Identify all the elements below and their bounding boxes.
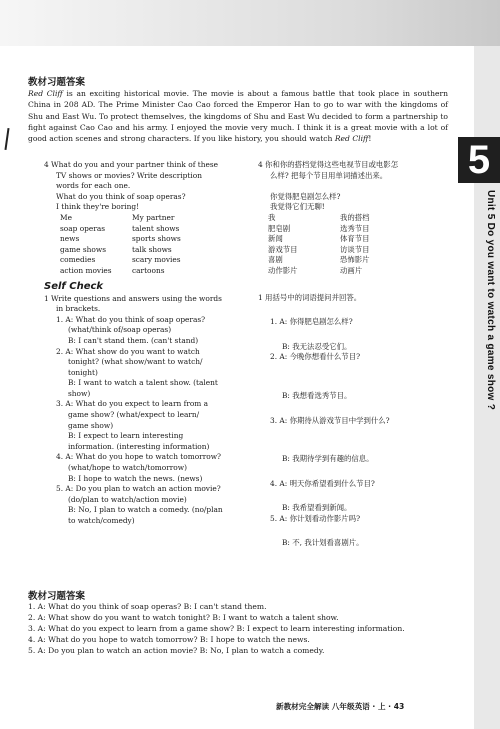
- margin-mark: [4, 128, 9, 150]
- item-line: (what/hope to watch/tomorrow): [68, 463, 187, 473]
- answer-cn: B: 不, 我计划看喜剧片。: [282, 538, 364, 548]
- q4-line-cn: 4 你和你的搭档觉得这些电视节目或电影怎: [258, 160, 399, 169]
- answer-line: 4. A: What do you hope to watch tomorrow? B: I hope to watch the news.: [28, 634, 310, 644]
- item-line: 1. A: What do you think of soap operas?: [56, 314, 206, 324]
- answer-cn: B: 我想看选秀节目。: [282, 390, 352, 400]
- answer-cn: 3. A: 你期待从游戏节目中学到什么?: [270, 415, 390, 425]
- answer-line: 5. A: Do you plan to watch an action movie? B: No, I plan to watch a comedy.: [28, 645, 325, 655]
- table-cell: talk shows: [132, 244, 172, 254]
- intro-paragraph: [28, 88, 448, 144]
- q4-example: I think they're boring!: [56, 202, 140, 212]
- movie-title-italic: Red Cliff: [28, 89, 63, 98]
- section-title-2: 教材习题答案: [28, 591, 86, 602]
- answer-cn: 2. A: 今晚你想看什么节目?: [270, 352, 361, 362]
- para-end: !: [368, 134, 372, 144]
- movie-title-italic-2: Red Cliff: [334, 134, 369, 144]
- table-cell: cartoons: [132, 265, 165, 275]
- item-line: information. (interesting information): [68, 441, 210, 451]
- table-cell: 肥皂剧: [268, 223, 291, 233]
- item-line: 4. A: What do you hope to watch tomorrow?: [56, 452, 221, 462]
- item-line: B: I can't stand them. (can't stand): [68, 335, 199, 345]
- table-cell: 恐怖影片: [340, 255, 370, 265]
- self-check-heading: Self Check: [44, 280, 104, 292]
- item-line: B: I expect to learn interesting: [68, 431, 184, 441]
- q4-table-cn: [268, 213, 448, 277]
- item-line: B: I hope to watch the news. (news): [68, 473, 203, 483]
- item-line: tonight? (what show/want to watch/: [68, 357, 203, 367]
- unit-number-tab: 5: [458, 137, 500, 183]
- table-cell: comedies: [60, 255, 96, 265]
- top-band: [0, 0, 500, 46]
- answer-line: 3. A: What do you expect to learn from a game show? B: I expect to learn interesting information.: [28, 623, 405, 633]
- table-head: 我的搭档: [340, 212, 370, 222]
- left-column: [44, 160, 244, 527]
- table-cell: 喜剧: [268, 255, 283, 265]
- item-line: 2. A: What show do you want to watch: [56, 346, 200, 356]
- table-cell: talent shows: [132, 223, 180, 233]
- item-line: tonight): [68, 367, 98, 377]
- para-text: is an exciting historical movie. The movie is about a famous battle that took place in southern China in 208 AD. The Prime Minister Cao Cao forced the Emperor Han to go to war with the kingdoms of Shu and East Wu. To protect themselves, the kingdoms of Shu and East Wu decided to form a partnership to fight against Cao Cao and his army. I enjoyed the movie very much. I think it is a great movie with a lot of good action scenes and strong characters. If you like history, you should watch: [28, 89, 448, 144]
- item-line: (do/plan to watch/action movie): [68, 494, 187, 504]
- table-cell: 动作影片: [268, 265, 298, 275]
- table-cell: scary movies: [132, 255, 181, 265]
- q4-example-cn: 你觉得肥皂剧怎么样?: [270, 191, 341, 201]
- table-cell: game shows: [60, 244, 106, 254]
- q4-line: 4 What do you and your partner think of these: [44, 160, 219, 169]
- table-cell: 动画片: [340, 265, 363, 275]
- table-head: 我: [268, 212, 276, 222]
- table-cell: 游戏节目: [268, 244, 298, 254]
- answer-cn: 4. A: 明天你希望看到什么节目?: [270, 478, 375, 488]
- item-line: B: I want to watch a talent show. (talent: [68, 378, 218, 388]
- table-cell: 体育节目: [340, 234, 370, 244]
- table-cell: sports shows: [132, 234, 181, 244]
- right-column: [258, 160, 448, 549]
- answer-line: 2. A: What show do you want to watch tonight? B: I want to watch a talent show.: [28, 612, 339, 622]
- table-head: Me: [60, 212, 72, 222]
- table-cell: 新闻: [268, 234, 283, 244]
- item-line: (what/think of/soap operas): [68, 325, 172, 335]
- item-line: B: No, I plan to watch a comedy. (no/plan: [68, 505, 223, 515]
- section-title-1: 教材习题答案: [28, 77, 86, 88]
- table-cell: news: [60, 234, 80, 244]
- table-cell: 访谈节目: [340, 244, 370, 254]
- q1-line: 1 Write questions and answers using the words: [44, 293, 222, 303]
- answer-cn: 1. A: 你得肥皂剧怎么样?: [270, 317, 353, 327]
- q1-line: in brackets.: [56, 304, 101, 314]
- answer-line: 1. A: What do you think of soap operas? B: I can't stand them.: [28, 602, 267, 611]
- q4-line-cn: 么样? 把每个节目用单词描述出来。: [270, 170, 388, 180]
- q4-line: words for each one.: [56, 181, 131, 191]
- answer-cn: B: 我期待学到有趣的信息。: [282, 454, 374, 464]
- answer-cn: B: 我无法忍受它们。: [282, 341, 352, 351]
- item-line: 5. A: Do you plan to watch an action movie?: [56, 484, 221, 494]
- q4-line: TV shows or movies? Write description: [56, 170, 202, 180]
- q4-example: What do you think of soap operas?: [56, 191, 186, 201]
- item-line: show): [68, 388, 91, 398]
- table-head: My partner: [132, 212, 175, 222]
- item-line: game show): [68, 420, 114, 430]
- answer-cn: 5. A: 你计划看动作影片吗?: [270, 513, 361, 523]
- item-line: game show? (what/expect to learn/: [68, 410, 200, 420]
- table-cell: soap operas: [60, 223, 106, 233]
- table-cell: 选秀节目: [340, 223, 370, 233]
- unit-vertical-title: Unit 5 Do you want to watch a game show ?: [485, 190, 496, 411]
- q4-example-cn: 我觉得它们无聊!: [270, 202, 325, 212]
- answer-cn: B: 我希望看到新闻。: [282, 503, 352, 513]
- item-line: to watch/comedy): [68, 516, 135, 525]
- item-line: 3. A: What do you expect to learn from a: [56, 399, 209, 409]
- q4-table: [60, 213, 244, 277]
- q1-line-cn: 1 用括号中的词语提问并回答。: [258, 292, 362, 302]
- table-cell: action movies: [60, 265, 112, 275]
- answer-list: [28, 602, 405, 657]
- footer-text: 新教材完全解读 八年级英语 · 上 · 43: [276, 702, 405, 711]
